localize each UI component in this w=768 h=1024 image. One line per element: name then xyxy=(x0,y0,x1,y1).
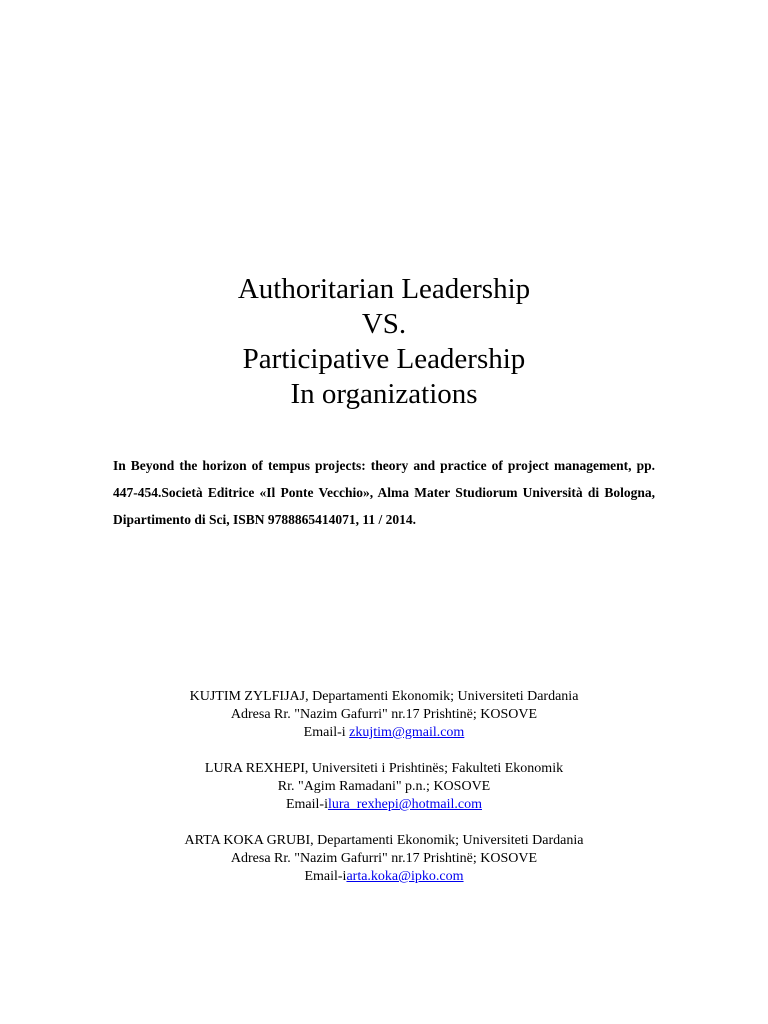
email-link[interactable]: arta.koka@ipko.com xyxy=(346,869,464,884)
author-block-3 xyxy=(0,832,768,886)
author-email-line xyxy=(0,796,768,814)
author-email-line xyxy=(0,868,768,886)
email-prefix: Email-i xyxy=(285,797,328,812)
email-prefix: Email-i xyxy=(304,869,347,884)
citation-paragraph: In Beyond the horizon of tempus projects: theory and practice of project management, pp. 447-454.Società Editrice «Il Ponte Vecchio», Alma Mater Studiorum Università di Bologna, Dipartimento di Sci, ISBN 9788865414071, 11 / 2014. xyxy=(113,458,655,527)
author-list xyxy=(0,688,768,904)
paper-title xyxy=(0,272,768,412)
email-link[interactable]: zkujtim@gmail.com xyxy=(349,725,465,740)
author-address-line: Adresa Rr. "Nazim Gafurri" nr.17 Prishtinë; KOSOVE xyxy=(230,707,538,722)
title-line-3: Participative Leadership xyxy=(242,343,526,375)
author-email-line xyxy=(0,724,768,742)
title-line-4: In organizations xyxy=(290,378,478,410)
title-line-1: Authoritarian Leadership xyxy=(237,273,531,305)
email-link[interactable]: lura_rexhepi@hotmail.com xyxy=(327,797,482,812)
author-name-line: LURA REXHEPI, Universiteti i Prishtinës; Fakulteti Ekonomik xyxy=(204,761,564,776)
email-prefix: Email-i xyxy=(303,725,350,740)
author-block-2 xyxy=(0,760,768,814)
author-address-line: Adresa Rr. "Nazim Gafurri" nr.17 Prishtinë; KOSOVE xyxy=(230,851,538,866)
author-address-line: Rr. "Agim Ramadani" p.n.; KOSOVE xyxy=(277,779,491,794)
author-name-line: KUJTIM ZYLFIJAJ, Departamenti Ekonomik; Universiteti Dardania xyxy=(189,689,579,704)
author-name-line: ARTA KOKA GRUBI, Departamenti Ekonomik; Universiteti Dardania xyxy=(184,833,584,848)
title-line-2: VS. xyxy=(361,308,407,340)
author-block-1 xyxy=(0,688,768,742)
